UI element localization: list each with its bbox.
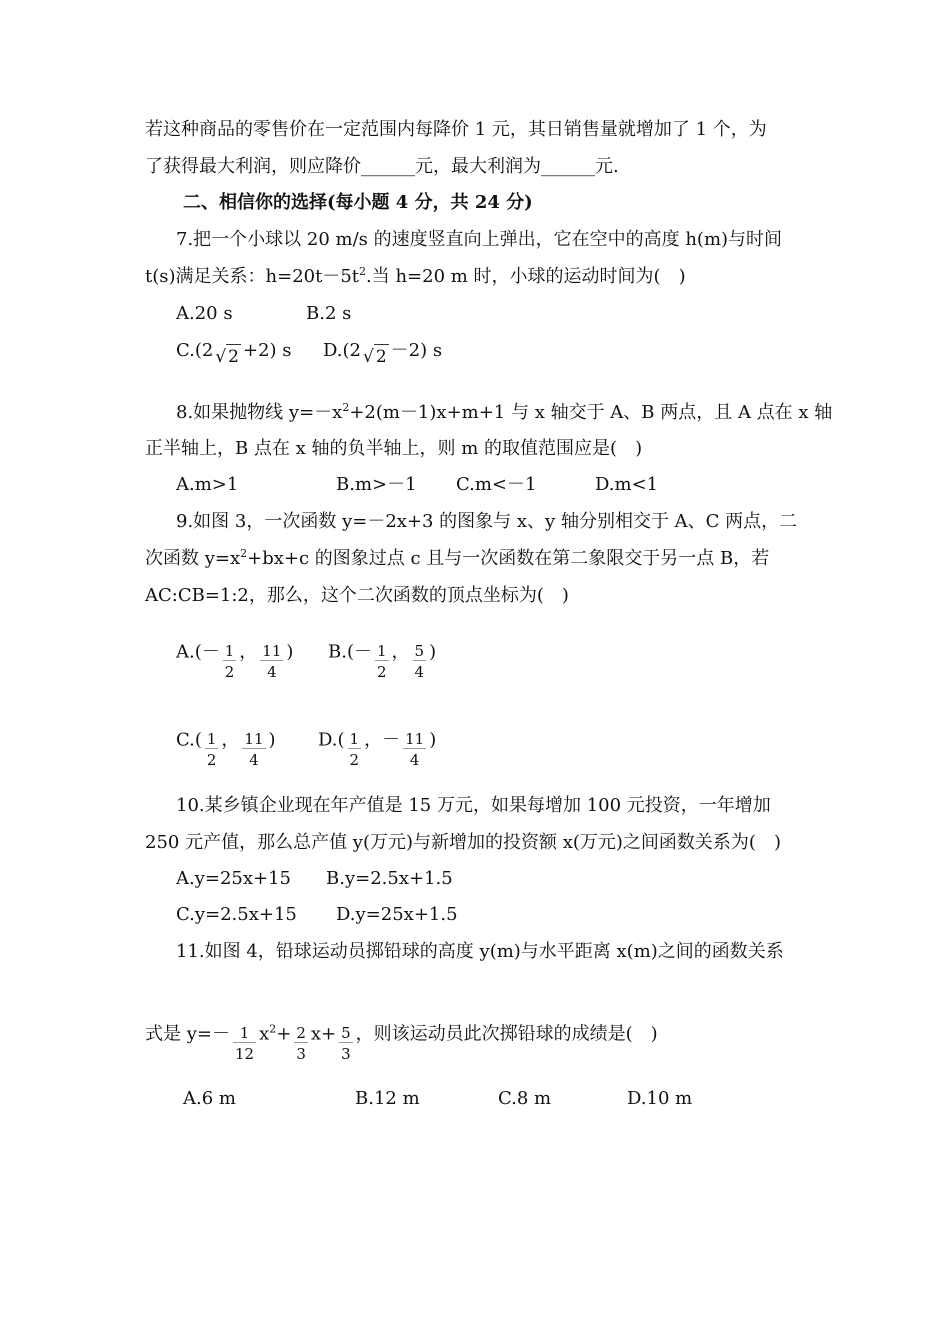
q7-line-2: t(s)满足关系：$h=20t-5t^2$.当 h=20 m 时，小球的运动时间为( ) <box>145 265 686 287</box>
fraction: $\frac{11}{4}$ <box>262 642 282 681</box>
fraction: $\frac{5}{4}$ <box>414 642 425 681</box>
q10-option-c: C.y=2.5x+15 <box>176 904 297 925</box>
q11-option-b: B.12 m <box>355 1088 420 1109</box>
q10-option-d: D.y=25x+1.5 <box>336 904 458 925</box>
q10-line-1: 10.某乡镇企业现在年产值是 15 万元，如果每增加 100 元投资，一年增加 <box>176 795 771 816</box>
fraction: $\frac{5}{3}$ <box>341 1024 351 1063</box>
q10-line-2: 250 元产值，那么总产值 y(万元)与新增加的投资额 x(万元)之间函数关系为( ) <box>145 832 781 853</box>
sqrt-2: √ 2 <box>215 344 241 369</box>
q8-line-1: 8.如果抛物线 $y=-x^2+2(m-1)x+m+1$ 与 x 轴交于 A、B 两点，且 A 点在 x 轴 <box>176 401 833 423</box>
q8-line-2: 正半轴上，B 点在 x 轴的负半轴上，则 m 的取值范围应是( ) <box>145 438 643 459</box>
q8-option-b: B.m>－1 <box>336 474 417 495</box>
fraction: $\frac{1}{2}$ <box>224 642 235 681</box>
q11-option-d: D.10 m <box>627 1088 693 1109</box>
q9-option-a: A.(－ $\frac{1}{2}$ ， $\frac{11}{4}$ ) <box>176 641 294 681</box>
q9-option-d: D.( $\frac{1}{2}$ ，－ $\frac{11}{4}$ ) <box>318 729 437 769</box>
fraction: $\frac{11}{4}$ <box>244 730 264 769</box>
q6-line-1: 若这种商品的零售价在一定范围内每降价 1 元，其日销售量就增加了 1 个，为 <box>145 119 767 140</box>
fraction: $\frac{1}{2}$ <box>349 730 360 769</box>
fraction: $\frac{11}{4}$ <box>405 730 425 769</box>
q8-option-d: D.m<1 <box>595 474 659 495</box>
q6-line-2: 了获得最大利润，则应降价______元，最大利润为______元. <box>145 156 619 177</box>
q10-option-a: A.y=25x+15 <box>176 868 292 889</box>
fraction: $\frac{2}{3}$ <box>296 1024 306 1063</box>
q8-option-a: A.m>1 <box>176 474 239 495</box>
q11-option-c: C.8 m <box>498 1088 552 1109</box>
q8-option-c: C.m<－1 <box>456 474 537 495</box>
q7-option-c: C.(2 √ 2 +2) s <box>176 340 292 367</box>
q11-line-2: 式是 y=－ $\frac{1}{12}$ $x^2+$ $\frac{2}{3}$ x+ $\frac{5}{3}$ ，则该运动员此次掷铅球的成绩是( ) <box>145 1022 658 1063</box>
sqrt-2: √ 2 <box>363 344 389 369</box>
fraction: $\frac{1}{2}$ <box>376 642 387 681</box>
q11-line-1: 11.如图 4，铅球运动员掷铅球的高度 y(m)与水平距离 x(m)之间的函数关系 <box>176 941 784 962</box>
q7-option-a: A.20 s <box>176 303 233 324</box>
q9-line-3: AC:CB=1:2，那么，这个二次函数的顶点坐标为( ) <box>145 585 569 606</box>
q7-option-d: D.(2 √ 2 －2) s <box>323 340 443 367</box>
q7-line-1: 7.把一个小球以 20 m/s 的速度竖直向上弹出，它在空中的高度 h(m)与时间 <box>176 229 783 250</box>
q9-line-2: 次函数 $y=x^2+bx+c$ 的图象过点 c 且与一次函数在第二象限交于另一点 B，若 <box>145 547 770 569</box>
q10-option-b: B.y=2.5x+1.5 <box>326 868 453 889</box>
q7-option-b: B.2 s <box>306 303 352 324</box>
fraction: $\frac{1}{2}$ <box>206 730 217 769</box>
q9-option-c: C.( $\frac{1}{2}$ ， $\frac{11}{4}$ ) <box>176 729 276 769</box>
q9-line-1: 9.如图 3，一次函数 y=－2x+3 的图象与 x、y 轴分别相交于 A、C 两点，二 <box>176 511 798 532</box>
q11-option-a: A.6 m <box>183 1088 236 1109</box>
q9-option-b: B.(－ $\frac{1}{2}$ ， $\frac{5}{4}$ ) <box>328 641 437 681</box>
fraction: $\frac{1}{12}$ <box>234 1024 255 1063</box>
section-2-title: 二、相信你的选择(每小题 4 分，共 24 分) <box>183 192 533 213</box>
